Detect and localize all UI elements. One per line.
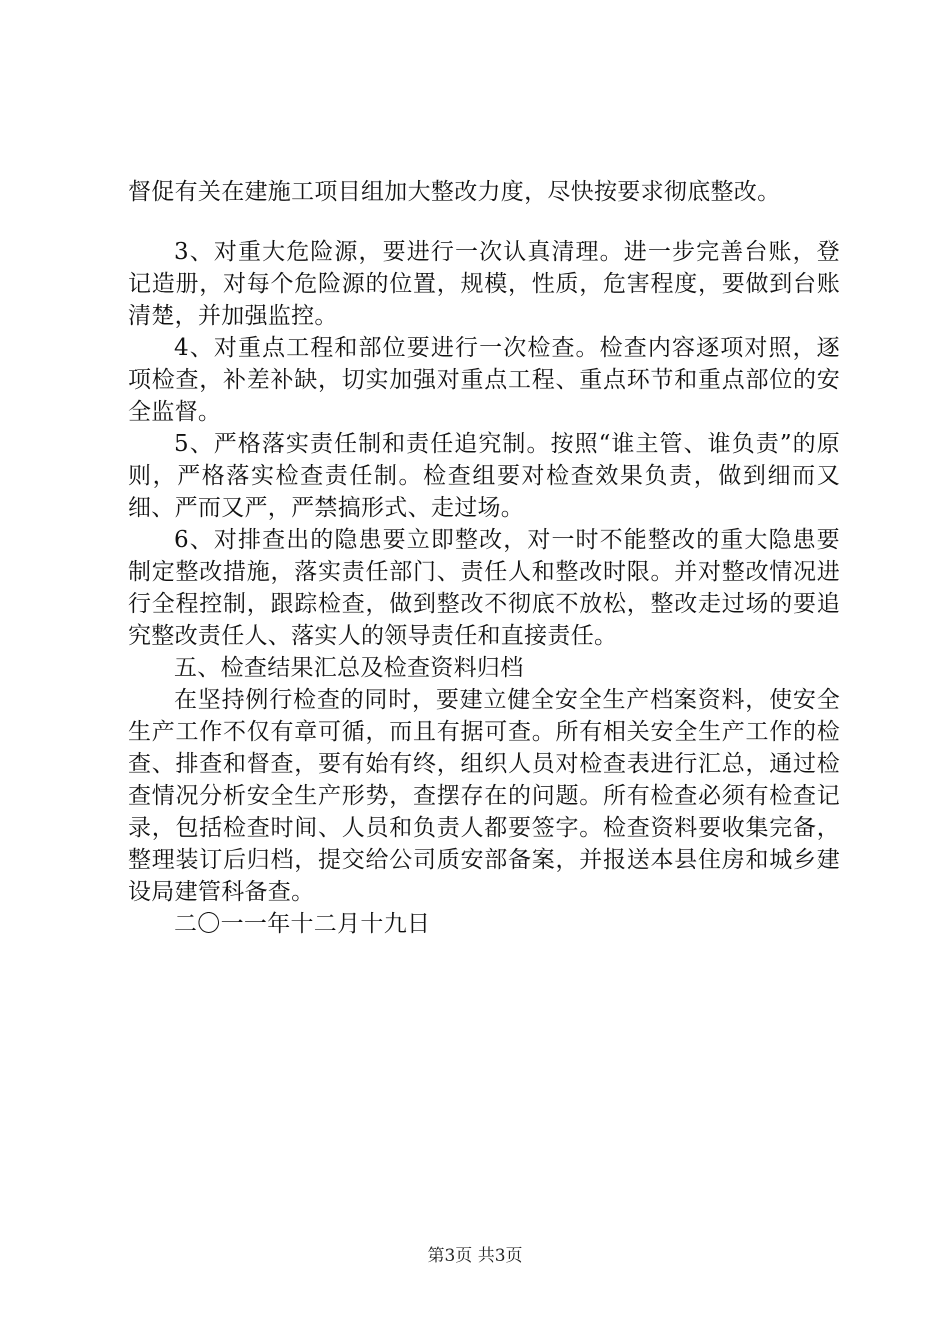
lead-text-block <box>128 176 840 208</box>
body-text-block <box>128 236 840 940</box>
page-number-footer: 第3页 共3页 <box>427 1246 523 1266</box>
paragraph-item-6: 6、对排查出的隐患要立即整改，对一时不能整改的重大隐患要制定整改措施，落实责任部门、责任人和整改时限。并对整改情况进行全程控制，跟踪检查，做到整改不彻底不放松，整改走过场的要追究整改责任人、落实人的领导责任和直接责任。 <box>128 527 840 649</box>
paragraph-item-3: 3、对重大危险源，要进行一次认真清理。进一步完善台账，登记造册，对每个危险源的位置，规模，性质，危害程度，要做到台账清楚，并加强监控。 <box>128 239 840 329</box>
paragraph-item-4: 4、对重点工程和部位要进行一次检查。检查内容逐项对照，逐项检查，补差补缺，切实加强对重点工程、重点环节和重点部位的安全监督。 <box>128 335 840 425</box>
paragraph-item-5: 5、严格落实责任制和责任追究制。按照“谁主管、谁负责”的原则，严格落实检查责任制。检查组要对检查效果负责，做到细而又细、严而又严，严禁搞形式、走过场。 <box>128 431 840 521</box>
section-heading-five: 五、检查结果汇总及检查资料归档 <box>174 655 524 681</box>
document-date: 二〇一一年十二月十九日 <box>174 911 431 937</box>
lead-line: 督促有关在建施工项目组加大整改力度，尽快按要求彻底整改。 <box>128 179 781 205</box>
paragraph-archive: 在坚持例行检查的同时，要建立健全安全生产档案资料，使安全生产工作不仅有章可循，而且有据可查。所有相关安全生产工作的检查、排查和督查，要有始有终，组织人员对检查表进行汇总，通过检查情况分析安全生产形势，查摆存在的问题。所有检查必须有检查记录，包括检查时间、人员和负责人都要签字。检查资料要收集完备，整理装订后归档，提交给公司质安部备案，并报送本县住房和城乡建设局建管科备查。 <box>128 687 840 905</box>
